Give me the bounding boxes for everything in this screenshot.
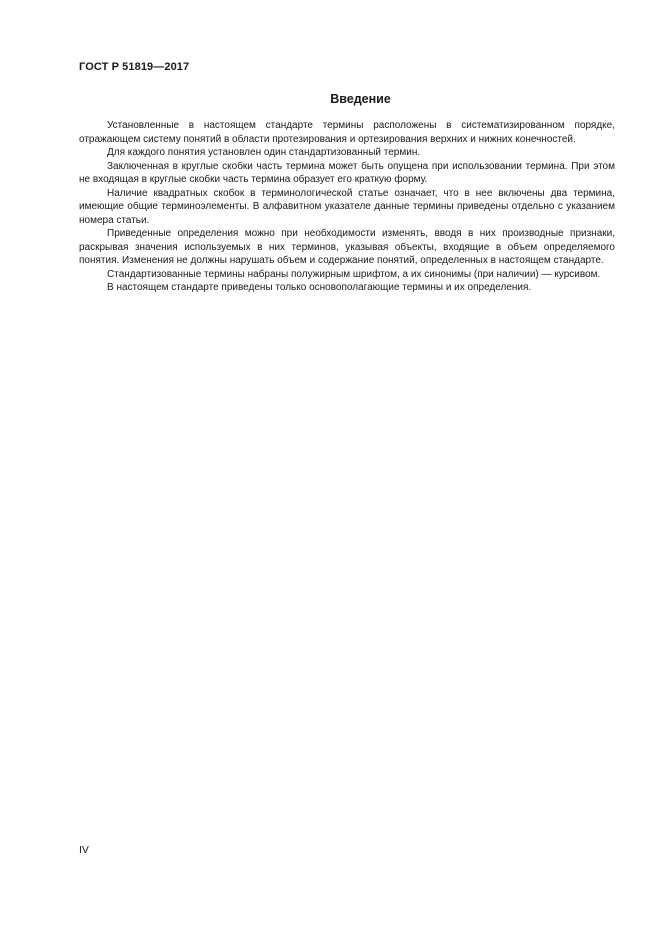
section-title: Введение <box>330 92 391 106</box>
standard-code: ГОСТ Р 51819—2017 <box>79 61 190 73</box>
paragraph: Приведенные определения можно при необходимости изменять, вводя в них производные признаки, раскрывая значения используемых в них терминов, указывая объекты, входящие в объем определяемого понятия. Изменения не должны нарушать объем и содержание понятий, определенных в настоящем стандарте. <box>79 228 615 266</box>
paragraph: Заключенная в круглые скобки часть термина может быть опущена при использовании термина. При этом не входящая в круглые скобки часть термина образует его краткую форму. <box>79 160 615 185</box>
paragraph: Установленные в настоящем стандарте термины расположены в систематизированном порядке, отражающем систему понятий в области протезирования и ортезирования верхних и нижних конечностей. <box>79 120 615 145</box>
paragraph: Стандартизованные термины набраны полужирным шрифтом, а их синонимы (при наличии) — курсивом. <box>107 268 601 280</box>
page-number: IV <box>79 844 89 856</box>
paragraph: Для каждого понятия установлен один стандартизованный термин. <box>107 147 421 158</box>
paragraph: Наличие квадратных скобок в терминологической статье означает, что в нее включены два термина, имеющие общие терминоэлементы. В алфавитном указателе данные термины приведены отдельно с указанием номера статьи. <box>79 187 615 226</box>
introduction-body <box>79 119 615 295</box>
paragraph: В настоящем стандарте приведены только основополагающие термины и их определения. <box>107 282 532 293</box>
